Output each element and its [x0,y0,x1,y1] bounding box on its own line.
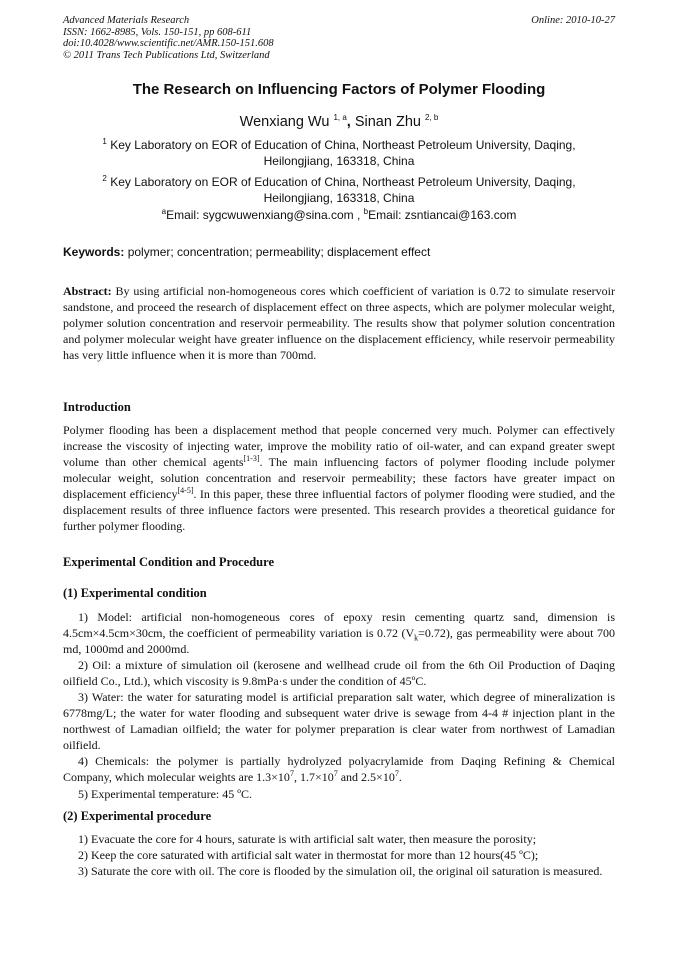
author-1-affiliation-mark: 1, a [333,113,347,123]
procedure-step-1: 1) Evacuate the core for 4 hours, saturate is with artificial salt water, then measure the porosity; [78,832,537,846]
affiliation-1-mark: 1 [102,137,107,146]
introduction-paragraph [63,422,615,534]
affiliation-2 [70,174,608,206]
email-b: Email: zsntiancai@163.com [368,208,517,222]
copyright-line: © 2011 Trans Tech Publications Ltd, Switzerland [63,49,270,61]
email-a-mark: a [161,207,167,216]
author-separator: , [346,114,355,130]
affiliation-2-line1: Key Laboratory on EOR of Education of China, Northeast Petroleum University, Daqing, [110,175,576,189]
email-b-mark: b [363,207,369,216]
journal-name: Advanced Materials Research [63,15,190,26]
keywords [63,245,615,259]
condition-water: 3) Water: the water for saturating model is artificial preparation salt water, which degree of mineralization is 6778mg/L; the water for water flooding and subsequent water drive is sewage from 4-4 # injection plant in the northwest of Lamadian oilfield; the water for polymer preparation is clear water from northwest of Lamadian oilfield. [63,690,615,752]
procedure-step-3: 3) Saturate the core with oil. The core is flooded by the simulation oil, the original oil saturation is measured. [78,864,603,878]
doi-line: doi:10.4028/www.scientific.net/AMR.150-151.608 [63,38,274,49]
paper-title: The Research on Influencing Factors of Polymer Flooding [132,81,546,98]
online-date: Online: 2010-10-27 [531,15,615,26]
chem-text-1: 4) Chemicals: the polymer is partially hydrolyzed polyacrylamide from Daqing Refining & Chemical Company, which molecular weights are 1.3×10 [63,754,615,784]
procedure-heading: (2) Experimental procedure [63,809,212,823]
keywords-text: polymer; concentration; permeability; displacement effect [124,245,431,259]
abstract-text: By using artificial non-homogeneous cores which coefficient of variation is 0.72 to simulate reservoir sandstone, and proceed the research of displacement effect on three aspects, which are polymer molecular weight, polymer solution concentration and reservoir permeability. The results show that polymer solution concentration and polymer molecular weight have greater influence on the displacement efficiency, while reservoir permeability has very little influence when it is more than 700md. [63,284,615,362]
author-1: Wenxiang Wu [239,114,330,130]
condition-heading: (1) Experimental condition [63,586,207,600]
chem-text-3: and 2.5×10 [337,770,395,784]
chem-exponent-1: 7 [289,769,294,778]
intro-text-3: . In this paper, these three influential factors of polymer flooding were studied, and the displacement results of three influence factors were presented. This research provides a theoretical guidance for further polymer flooding. [63,487,615,533]
affiliation-2-line2: Heilongjiang, 163318, China [263,191,415,205]
condition-temperature: 5) Experimental temperature: 45 ºC. [78,787,252,801]
email-line [0,208,678,222]
model-text-2: =0.72), gas permeability were about 700 md, 1000md and 2000md. [63,626,615,656]
procedure-step-2: 2) Keep the core saturated with artificial salt water in thermostat for more than 12 hours(45 ºC); [78,848,539,862]
chem-text-2: , 1.7×10 [293,770,334,784]
intro-text-1: Polymer flooding has been a displacement method that people concerned very much. Polymer can effectively increase the viscosity of injecting water, improve the mobility ratio of oil-water, and can expand greater swept volume than other chemical agents [63,423,615,469]
chem-exponent-3: 7 [394,769,399,778]
affiliation-1-line1: Key Laboratory on EOR of Education of China, Northeast Petroleum University, Daqing, [110,138,576,152]
condition-oil: 2) Oil: a mixture of simulation oil (kerosene and wellhead crude oil from the 6th Oil Production of Daqing oilfield Co., Ltd.), which viscosity is 9.8mPa·s under the condition of 45ºC. [63,658,615,688]
citation-1-3: [1-3] [243,454,260,463]
abstract-label: Abstract: [63,284,112,298]
author-2-affiliation-mark: 2, b [424,113,439,123]
chem-text-4: . [398,770,402,784]
author-2: Sinan Zhu [354,114,421,130]
introduction-heading: Introduction [63,400,131,414]
issn-line: ISSN: 1662-8985, Vols. 150-151, pp 608-611 [63,26,252,38]
citation-4-5: [4-5] [177,486,194,495]
author-line [0,114,678,130]
chem-exponent-2: 7 [333,769,338,778]
keywords-label: Keywords: [63,245,125,259]
condition-chemicals [63,753,615,785]
model-text-1: 1) Model: artificial non-homogeneous cores of epoxy resin cementing quartz sand, dimension is 4.5cm×4.5cm×30cm, the coefficient of permeability variation is 0.72 (V [63,610,615,640]
affiliation-1-line2: Heilongjiang, 163318, China [263,154,415,168]
model-subscript: k [414,633,419,643]
condition-model [63,609,615,657]
affiliation-1 [70,137,608,169]
abstract [63,283,615,363]
intro-text-2: . The main influencing factors of polymer flooding include polymer molecular weight, solution concentration and reservoir permeability; these factors have greater impact on displacement efficiency [63,455,615,501]
experimental-heading: Experimental Condition and Procedure [63,555,275,569]
email-a: Email: sygcwuwenxiang@sina.com , [166,208,361,222]
affiliation-2-mark: 2 [102,174,107,183]
